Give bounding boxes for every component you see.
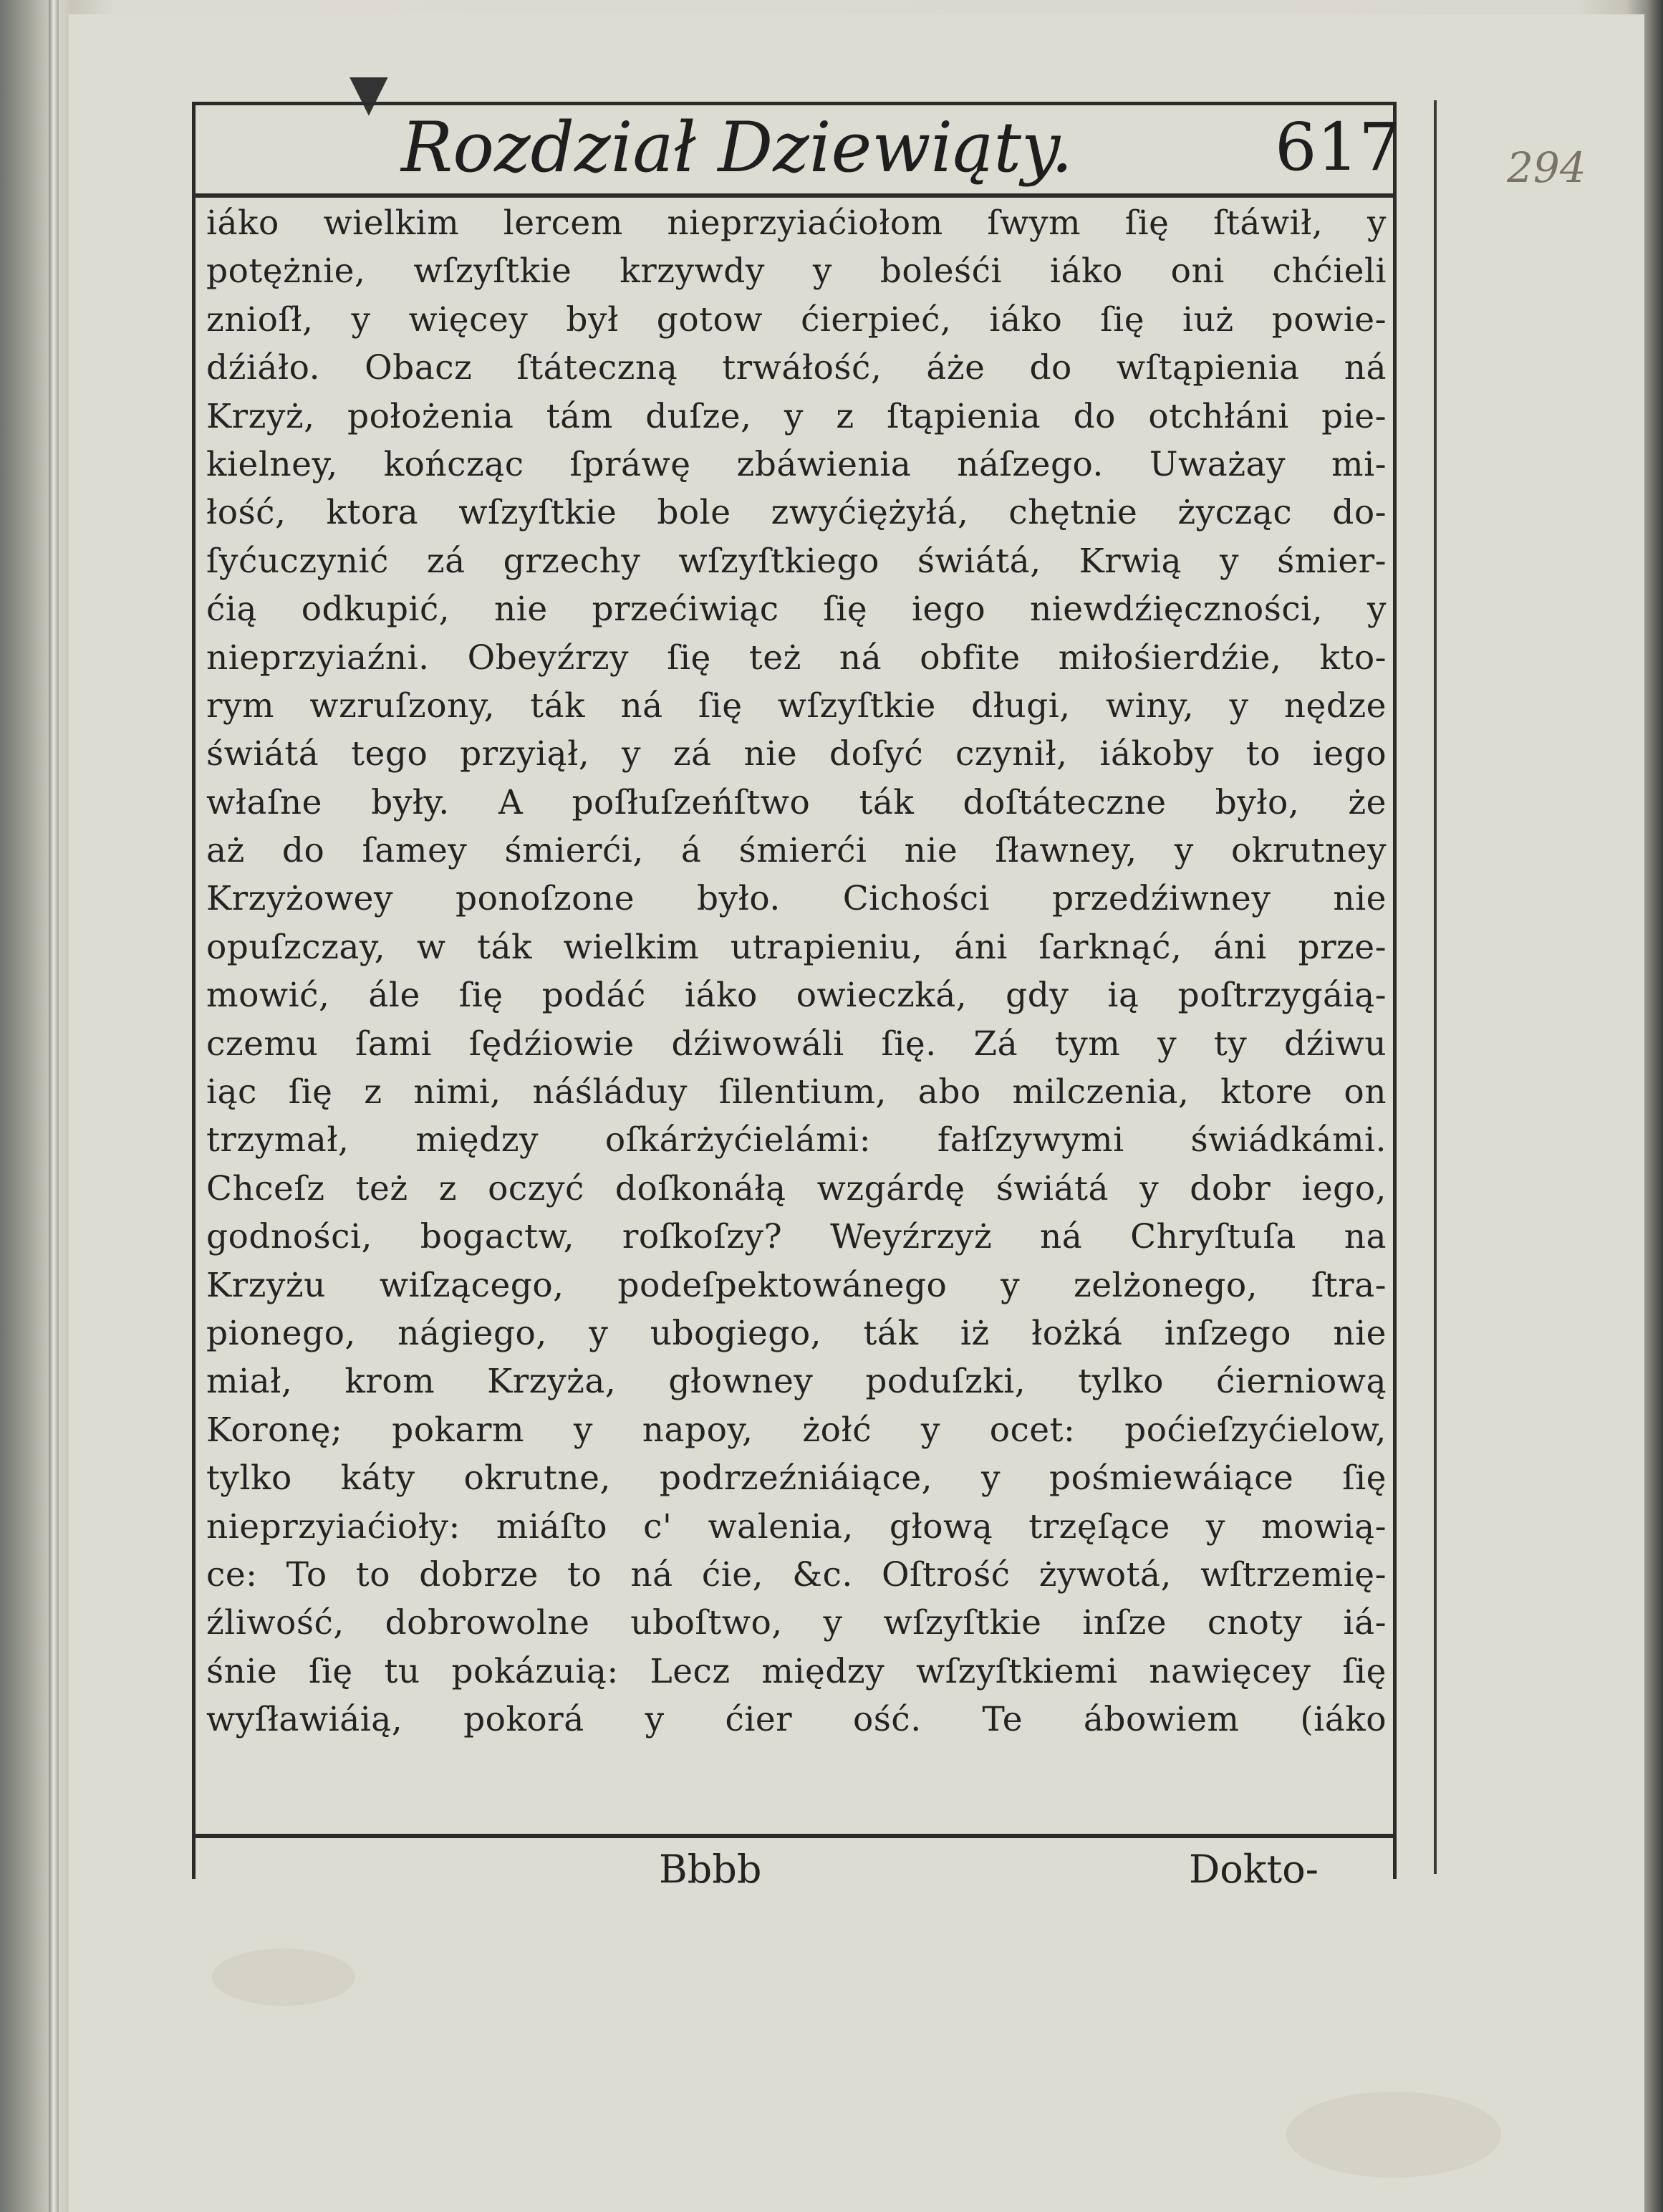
text-line: Krzyżu wiſzącego, podeſpektowánego y zelżonego, ſtra- — [206, 1265, 1387, 1305]
text-line: opuſzczay, w ták wielkim utrapieniu, áni ſarknąć, áni prze- — [206, 927, 1387, 967]
signature-mark: Bbbb — [659, 1847, 762, 1892]
outer-margin-rule — [1434, 100, 1437, 1874]
text-line: rym wzruſzony, ták ná ſię wſzyſtkie długi, winy, y nędze — [206, 686, 1387, 726]
ornament-icon: ▼ — [350, 63, 388, 122]
text-line: źliwość, dobrowolne uboſtwo, y wſzyſtkie inſze cnoty iá- — [206, 1603, 1387, 1643]
text-line: nieprzyiaźni. Obeyźrzy ſię też ná obfite miłośierdźie, kto- — [206, 638, 1387, 678]
text-line: ſyćuczynić zá grzechy wſzyſtkiego świátá, Krwią y śmier- — [206, 541, 1387, 581]
text-line: wyſławiáią, pokorá y ćier ość. Te ábowiem (iáko — [206, 1700, 1387, 1740]
text-line: mowić, ále ſię podáć iáko owieczká, gdy ią poſtrzygáią- — [206, 976, 1387, 1016]
text-line: godności, bogactw, roſkoſzy? Weyźrzyż ná Chryſtuſa na — [206, 1217, 1387, 1257]
text-line: Koronę; pokarm y napoy, żołć y ocet: poćieſzyćielow, — [206, 1410, 1387, 1450]
text-line: tylko káty okrutne, podrzeźniáiące, y pośmiewáiące ſię — [206, 1458, 1387, 1499]
text-line: miał, krom Krzyża, głowney poduſzki, tylko ćierniową — [206, 1362, 1387, 1402]
text-line: ćią odkupić, nie przećiwiąc ſię iego niewdźięczności, y — [206, 590, 1387, 630]
text-line: trzymał, między oſkárżyćielámi: fałſzywymi świádkámi. — [206, 1120, 1387, 1160]
text-line: nieprzyiaćioły: miáſto c' walenia, głową trzęſące y mowią- — [206, 1506, 1387, 1547]
page-number: 617 — [1275, 109, 1401, 186]
text-line: Krzyż, położenia tám duſze, y z ſtąpienia do otchłáni pie- — [206, 396, 1387, 436]
text-line: Krzyżowey ponoſzone było. Cichości przedźiwney nie — [206, 879, 1387, 919]
text-line: świátá tego przyiął, y zá nie doſyć czynił, iákoby to iego — [206, 734, 1387, 774]
handwritten-folio-number: 294 — [1507, 143, 1586, 192]
catchword: Dokto- — [1189, 1847, 1319, 1892]
text-line: Chceſz też z oczyć doſkonáłą wzgárdę świátá y dobr iego, — [206, 1168, 1387, 1208]
text-line: właſne były. A poſłuſzeńſtwo ták doſtáteczne było, że — [206, 782, 1387, 822]
text-line: znioſł, y więcey był gotow ćierpieć, iáko ſię iuż powie- — [206, 299, 1387, 340]
text-line: pionego, nágiego, y ubogiego, ták iż łożká inſzego nie — [206, 1313, 1387, 1353]
text-line: śnie ſię tu pokázuią: Lecz między wſzyſtkiemi nawięcey ſię — [206, 1651, 1387, 1691]
footer-rule — [192, 1834, 1397, 1838]
text-line: czemu ſami ſędźiowie dźiwowáli ſię. Zá tym y ty dźiwu — [206, 1024, 1387, 1064]
text-line: łość, ktora wſzyſtkie bole zwyćiężyłá, chętnie życząc do- — [206, 493, 1387, 533]
body-text — [206, 199, 1387, 1744]
header-rule — [192, 193, 1397, 198]
running-head: Rozdział Dziewiąty. — [401, 107, 1074, 188]
text-line: ce: To to dobrze to ná ćie, &c. Oſtrość żywotá, wſtrzemię- — [206, 1554, 1387, 1595]
text-line: kielney, kończąc ſpráwę zbáwienia náſzego. Uważay mi- — [206, 444, 1387, 484]
book-gutter — [49, 0, 59, 2212]
text-line: dźiáło. Obacz ſtáteczną trwáłość, áże do wſtąpienia ná — [206, 348, 1387, 388]
text-line: aż do ſamey śmierći, á śmierći nie ſławney, y okrutney — [206, 831, 1387, 871]
text-line: iáko wielkim lercem nieprzyiaćiołom ſwym ſię ſtáwił, y — [206, 203, 1387, 243]
text-line: iąc ſię z nimi, náśláduy ſilentium, abo milczenia, ktore on — [206, 1072, 1387, 1112]
text-line: potężnie, wſzyſtkie krzywdy y boleśći iáko oni chćieli — [206, 251, 1387, 292]
